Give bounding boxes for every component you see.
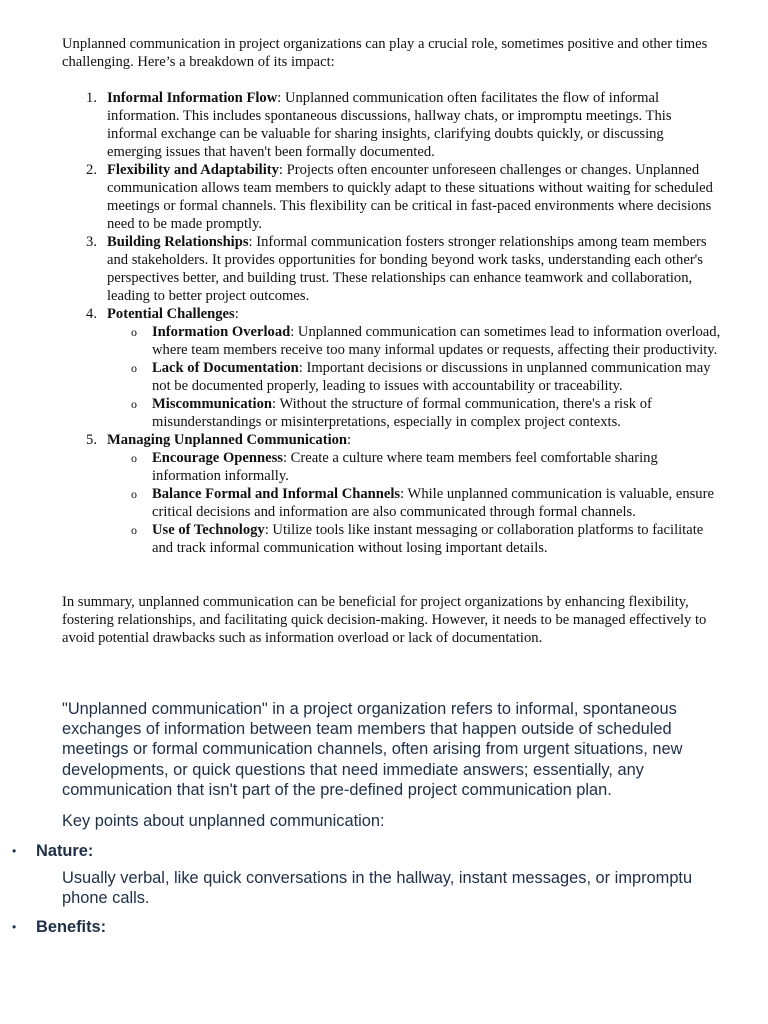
- sub-bullet: o: [131, 325, 137, 339]
- list-item: [62, 431, 722, 557]
- sub-list: [107, 323, 722, 431]
- sub-item-title: Encourage Openness: [152, 450, 283, 466]
- item-title: Building Relationships: [107, 234, 249, 250]
- item-title: Potential Challenges: [107, 306, 235, 322]
- bullet-dot: •: [12, 844, 17, 858]
- item-title: Informal Information Flow: [107, 90, 278, 106]
- intro-paragraph: Unplanned communication in project organizations can play a crucial role, sometimes positive and other times challenging. Here’s a breakdown of its impact:: [62, 36, 708, 70]
- item-text: :: [234, 306, 239, 322]
- list-item: [62, 89, 722, 161]
- item-title: Managing Unplanned Communication: [107, 432, 348, 448]
- sub-list-item: [107, 521, 722, 557]
- list-item: [62, 161, 722, 233]
- impact-list: [62, 89, 722, 557]
- list-number: 5.: [86, 432, 97, 448]
- item-text: : Informal communication fosters stronger relationships among team members and stakeholders. It provides opportunities for bonding beyond work tasks, understanding each other's perspectives better, and building trust. These relationships can enhance teamwork and collaboration, leading to better project outcomes.: [107, 234, 707, 304]
- item-text: :: [347, 432, 352, 448]
- list-number: 4.: [86, 306, 97, 322]
- sub-item-text: : Without the structure of formal communication, there's a risk of misunderstandings or misinterpretations, especially in complex project contexts.: [152, 396, 652, 430]
- key-points-heading: Key points about unplanned communication:: [62, 812, 385, 830]
- sub-item-text: : While unplanned communication is valuable, ensure critical decisions and information are also communicated through formal channels.: [152, 486, 714, 520]
- sub-list: [107, 449, 722, 557]
- sub-item-text: : Create a culture where team members feel comfortable sharing information informally.: [152, 450, 658, 484]
- sub-item-title: Miscommunication: [152, 396, 272, 412]
- sub-item-text: : Important decisions or discussions in unplanned communication may not be documented properly, leading to issues with accountability or traceability.: [152, 360, 711, 394]
- summary-paragraph: In summary, unplanned communication can be beneficial for project organizations by enhancing flexibility, fostering relationships, and facilitating quick decision-making. However, it needs to be managed effectively to avoid potential drawbacks such as information overload or lack of documentation.: [62, 594, 707, 646]
- sub-item-title: Balance Formal and Informal Channels: [152, 486, 401, 502]
- sub-list-item: [107, 485, 722, 521]
- definition-paragraph: "Unplanned communication" in a project organization refers to informal, spontaneous exchanges of information between team members that happen outside of scheduled meetings or formal communication channels, often arising from urgent situations, new developments, or quick questions that need immediate answers; essentially, any communication that isn't part of the pre-defined project communication plan.: [62, 700, 683, 799]
- benefits-label: Benefits:: [36, 918, 107, 936]
- sub-list-item: [107, 359, 722, 395]
- item-title: Flexibility and Adaptability: [107, 162, 279, 178]
- list-item: [62, 233, 722, 305]
- nature-description: Usually verbal, like quick conversations in the hallway, instant messages, or impromptu phone calls.: [62, 869, 693, 908]
- nature-label: Nature:: [36, 842, 94, 860]
- item-text: : Projects often encounter unforeseen challenges or changes. Unplanned communication allows team members to quickly adapt to these situations without waiting for scheduled meetings or formal channels. This flexibility can be critical in fast-paced environments where decisions need to be made promptly.: [107, 162, 713, 232]
- sub-list-item: [107, 449, 722, 485]
- sub-list-item: [107, 323, 722, 359]
- list-number: 2.: [86, 162, 97, 178]
- sub-item-title: Use of Technology: [152, 522, 265, 538]
- sub-item-title: Information Overload: [152, 324, 291, 340]
- item-text: : Unplanned communication often facilitates the flow of informal information. This includes spontaneous discussions, hallway chats, or impromptu meetings. This informal exchange can be valuable for sharing insights, clarifying doubts quickly, or discussing emerging issues that haven't been formally documented.: [107, 90, 672, 160]
- sub-item-title: Lack of Documentation: [152, 360, 299, 376]
- sub-list-item: [107, 395, 722, 431]
- sub-bullet: o: [131, 523, 137, 537]
- list-number: 1.: [86, 90, 97, 106]
- sub-item-text: : Utilize tools like instant messaging or collaboration platforms to facilitate and track informal communication without losing important details.: [152, 522, 704, 556]
- list-item: [62, 305, 722, 431]
- bullet-dot: •: [12, 920, 17, 934]
- sub-bullet: o: [131, 451, 137, 465]
- sub-bullet: o: [131, 397, 137, 411]
- sub-bullet: o: [131, 487, 137, 501]
- list-number: 3.: [86, 234, 97, 250]
- sub-item-text: : Unplanned communication can sometimes lead to information overload, where team members receive too many informal updates or requests, affecting their productivity.: [152, 324, 721, 358]
- sub-bullet: o: [131, 361, 137, 375]
